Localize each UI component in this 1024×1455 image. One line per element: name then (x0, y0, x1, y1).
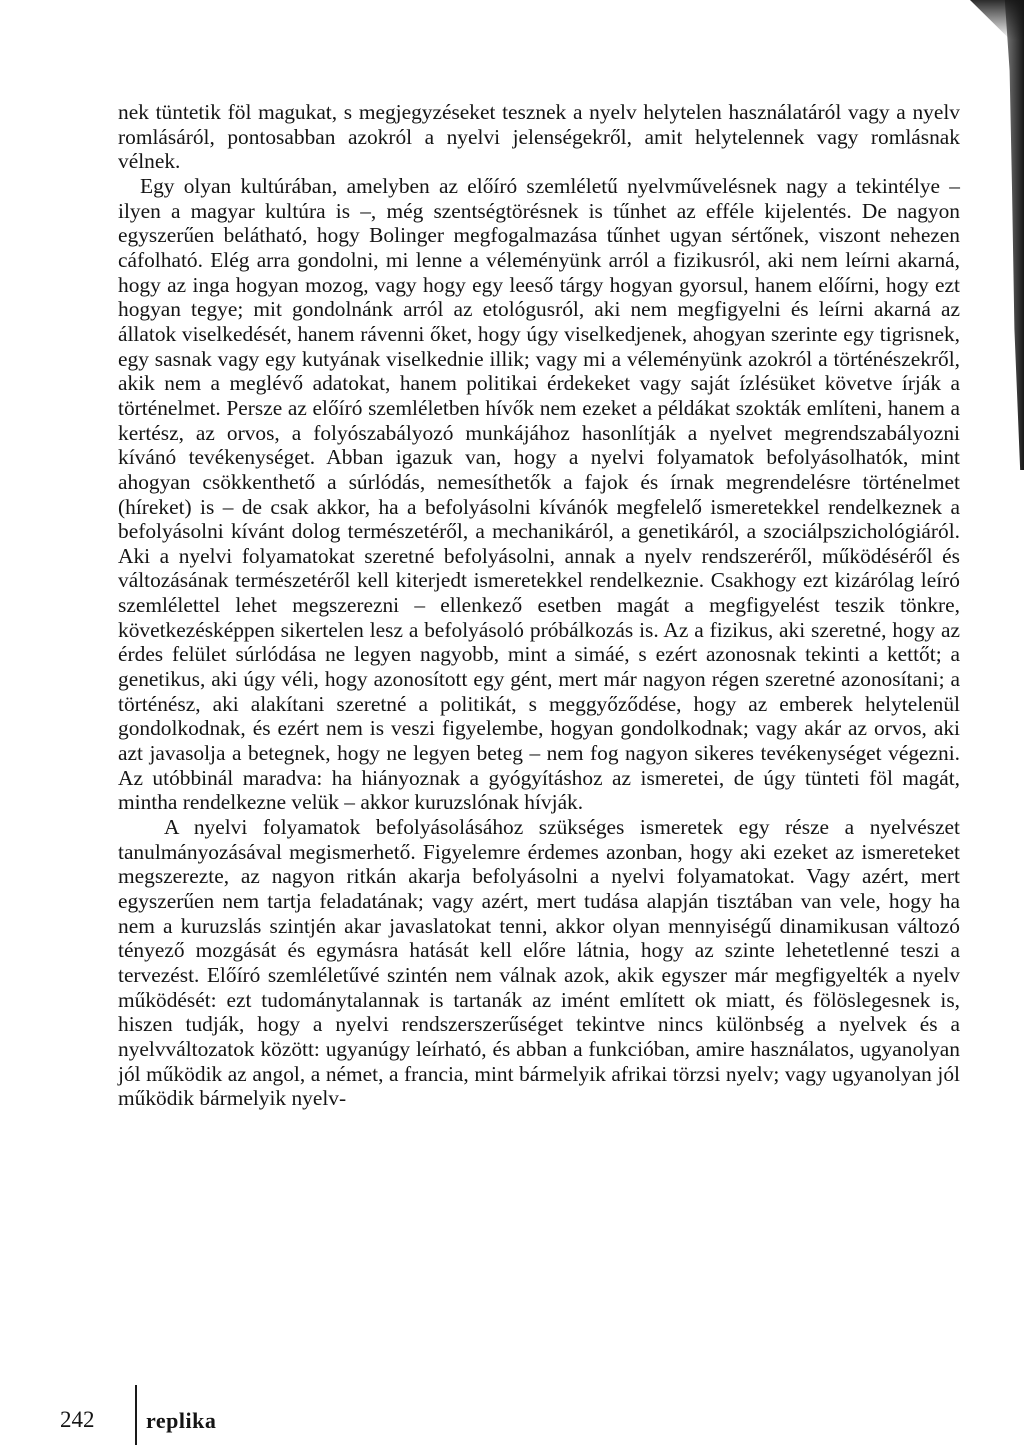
scan-shadow-corner (934, 0, 1024, 40)
paragraph-nyelvi-folyamatok: A nyelvi folyamatok befolyásolásához szükséges ismeretek egy része a nyelvészet tanulmányozásával megismerhető. Figyelemre érdemes azonban, hogy aki ezeket az ismereteket megszerezte, az nagyon ritkán akarja befolyásolni a nyelvi folyamatokat. Vagy azért, mert egyszerűen nem tartja feladatának; vagy azért, mert tudása alapján tisztában van vele, hogy ha nem a kuruzslás szintjén akar javaslatokat tenni, akkor olyan mennyiségű dinamikusan változó tényező mozgását és egymásra hatását kell előre látnia, hogy az szinte lehetetlenné teszi a tervezést. Előíró szemléletűvé szintén nem válnak azok, akik egyszer már megfigyelték a nyelv működését: ezt tudománytalannak is tartanák az imént említett ok miatt, és fölöslegesnek is, hiszen tudják, hogy a nyelvi rendszerszerűséget tekintve nincs különbség a nyelvek és a nyelvváltozatok között: ugyanúgy leírható, és abban a funkcióban, amire használatos, ugyanolyan jól működik az angol, a német, a francia, mint bármelyik afrikai törzsi nyelv; vagy ugyanolyan jól működik bármelyik nyelv- (118, 815, 960, 1111)
page-footer (60, 1385, 360, 1445)
body-text (118, 100, 960, 1111)
footer-divider (135, 1385, 137, 1445)
paragraph-bolinger: Egy olyan kultúrában, amelyben az előíró szemléletű nyelvművelésnek nagy a tekintélye – ilyen a magyar kultúra is –, még szentségtörésnek is tűnhet az efféle kijelentés. De nagyon egyszerűen belátható, hogy Bolinger megfogalmazása tűnhet ugyan sértőnek, viszont nehezen cáfolható. Elég arra gondolni, mi lenne a véleményünk arról a fizikusról, aki nem leírni akarná, hogy az inga hogyan mozog, vagy hogy egy leeső tárgy hogyan gyorsul, hanem előírni, hogy ezt hogyan tegye; mit gondolnánk arról az etológusról, aki nem megfigyelni és leírni akarná az állatok viselkedését, hanem rávenni őket, hogy úgy viselkedjenek, ahogyan szerinte egy tigrisnek, egy sasnak vagy egy kutyának viselkednie illik; vagy mi a véleményünk azokról a történészekről, akik nem a meglévő adatokat, hanem politikai érdekeket vagy saját ízlésüket követve írják a történelmet. Persze az előíró szemléletben hívők nem ezeket a példákat szokták említeni, hanem a kertész, az orvos, a folyószabályozó munkájához hasonlítják a nyelvet megrendszabályozni kívánó tevékenységet. Abban igazuk van, hogy a nyelvi folyamatok befolyásolhatók, mint ahogyan csökkenthető a súrlódás, nemesíthetők a fajok és írnak megrendelésre történelmet (híreket) is – de csak akkor, ha a befolyásolni kívánók megfelelő ismeretekkel rendelkeznek a befolyásolni kívánt dolog természetéről, a mechanikáról, a genetikáról, a szociálpszichológiáról. Aki a nyelvi folyamatokat szeretné befolyásolni, annak a nyelv rendszeréről, működéséről és változásának természetéről kell kiterjedt ismeretekkel rendelkeznie. Csakhogy ezt kizárólag leíró szemlélettel lehet megszerezni – ellenkező esetben magát a megfigyelést teszik tönkre, következésképpen sikertelen lesz a befolyásoló próbálkozás is. Az a fizikus, aki szeretné, hogy az érdes felület súrlódása ne legyen nagyobb, mint a simáé, s ezért azonosnak tekinti a kettőt; a genetikus, aki úgy véli, hogy azonosított egy gént, mert már nagyon régen szeretné azonosítani; a történész, aki alakítani szeretné a politikát, s meggyőződése, hogy az emberek helytelenül gondolkodnak, és ezért nem is veszi figyelembe, hogyan gondolkodnak; vagy akár az orvos, aki azt javasolja a betegnek, hogy ne legyen beteg – nem fog nagyon sikeres tevékenységet végezni. Az utóbbinál maradva: ha hiányoznak a gyógyításhoz az ismeretei, de úgy tünteti föl magát, mintha rendelkezne velük – akkor kuruzslónak hívják. (118, 173, 960, 815)
journal-name: replika (146, 1408, 217, 1433)
scan-shadow-edge (976, 0, 1024, 470)
page-number: 242 (60, 1407, 95, 1432)
paragraph-continuation: nek tüntetik föl magukat, s megjegyzéseket tesznek a nyelv helytelen használatáról vagy a nyelv romlásáról, pontosabban azokról a nyelvi jelenségekről, amit helytelennek vagy romlásnak vélnek. (118, 100, 960, 174)
